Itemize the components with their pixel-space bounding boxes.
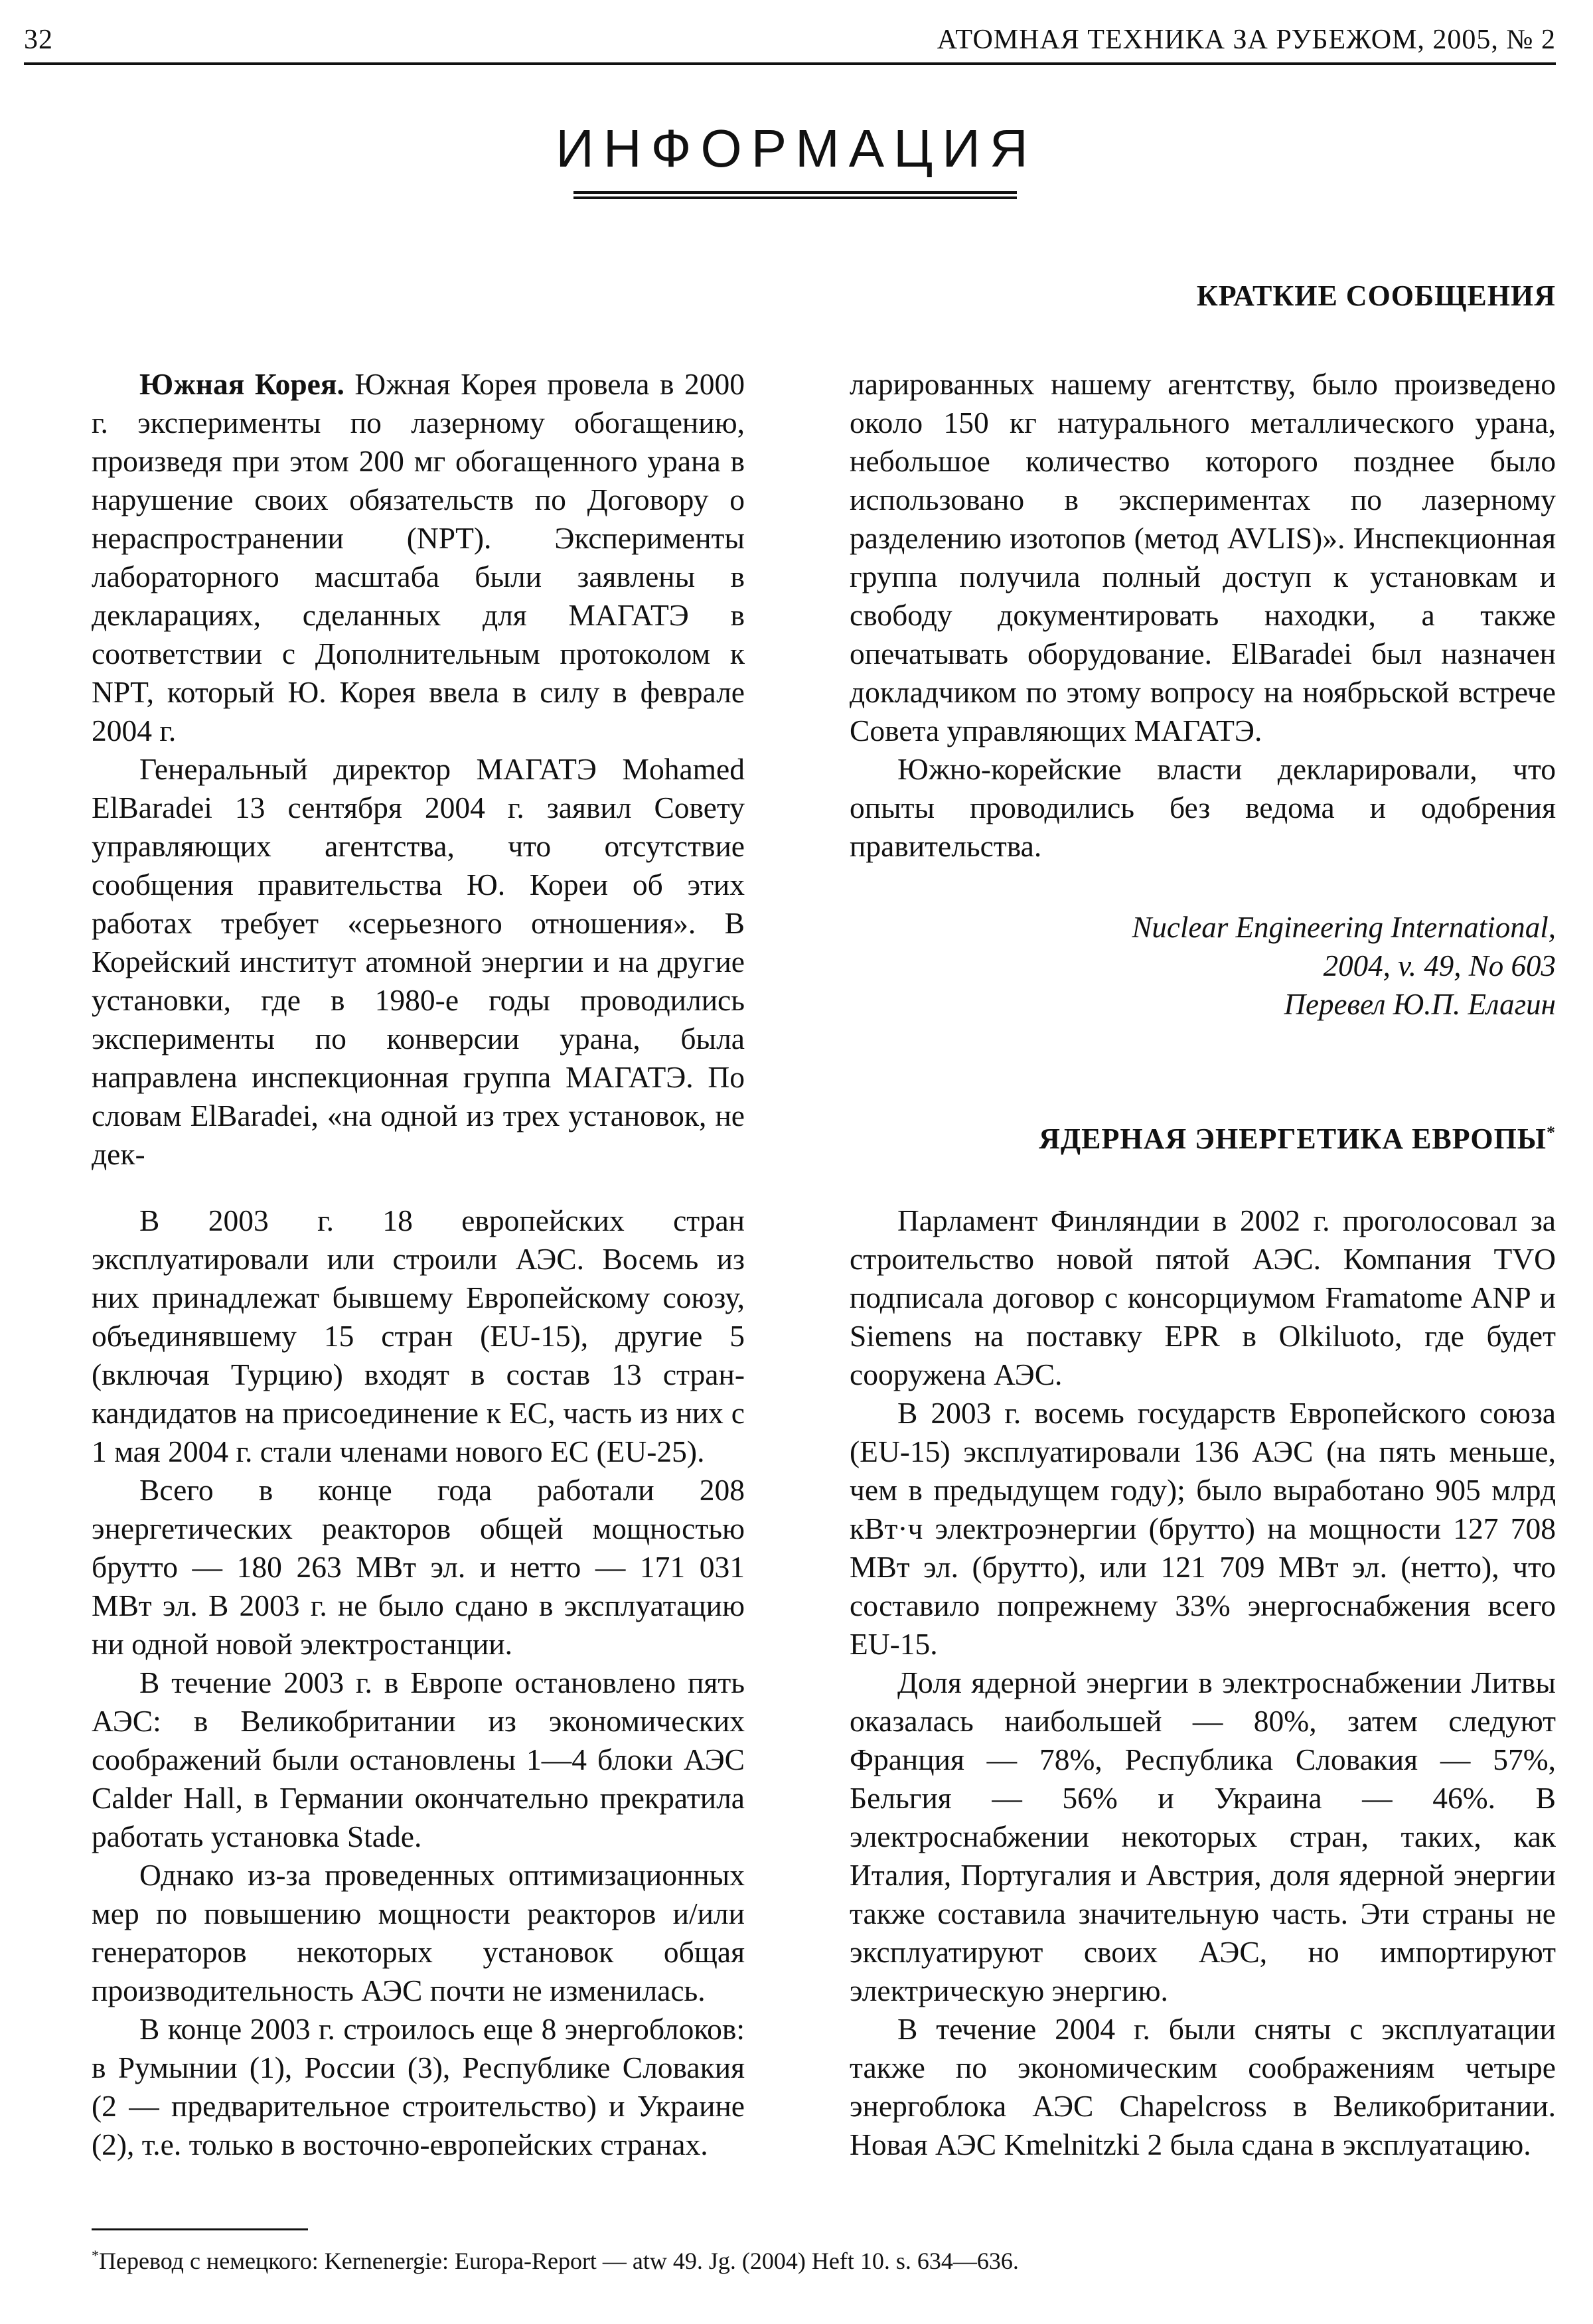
- article1-paragraph: [92, 365, 745, 750]
- article1-lead: Южная Корея.: [139, 367, 344, 401]
- translator-credit: Перевел Ю.П. Елагин: [1284, 988, 1556, 1021]
- footnote-marker: *: [1547, 1123, 1556, 1142]
- article2-paragraph: Парламент Финляндии в 2002 г. проголосовал за строительство новой пятой АЭС. Компания TVO подписала договор с консорциумом Framatome ANP и Siemens на поставку EPR в Olkiluoto, где будет сооружена АЭС.: [850, 1203, 1556, 1391]
- article2-paragraph: В 2003 г. восемь государств Европейского союза (EU-15) эксплуатировали 136 АЭС (на пять меньше, чем в предыдущем году); было выработано 905 млрд кВт·ч электроэнергии (брутто) на мощности 127 708 МВт эл. (брутто), или 121 709 МВт эл. (нетто), что составило попрежнему 33% энергоснабжения всего EU-15.: [850, 1396, 1556, 1661]
- article1-text: Южная Корея провела в 2000 г. эксперименты по лазерному обогащению, произведя при этом 200 мг обогащенного урана в нарушение своих обязательств по Договору о нераспространении (NPT). Эксперименты лабораторного масштаба были заявлены в декларациях, сделанных для МАГАТЭ в соответствии с Дополнительным протоколом к NPT, который Ю. Корея ввела в силу в феврале 2004 г.: [92, 367, 745, 747]
- page-number: 32: [24, 25, 53, 55]
- journal-title: АТОМНАЯ ТЕХНИКА ЗА РУБЕЖОМ, 2005, № 2: [937, 25, 1556, 55]
- article1-paragraph: Южно-корейские власти декларировали, что опыты проводились без ведома и одобрения правительства.: [850, 752, 1556, 863]
- article1-heading: КРАТКИЕ СООБЩЕНИЯ: [1196, 279, 1556, 312]
- article1-column-left: [92, 365, 745, 1174]
- article2-heading: [1039, 1122, 1556, 1156]
- page-header: [24, 24, 1556, 64]
- article2-paragraph: В 2003 г. 18 европейских стран эксплуатировали или строили АЭС. Восемь из них принадлежат бывшему Европейскому союзу, объединявшему 15 стран (EU-15), другие 5 (включая Турцию) входят в состав 13 стран-кандидатов на присоединение к ЕС, часть из них с 1 мая 2004 г. стали членами нового ЕС (EU-25).: [92, 1203, 745, 1468]
- article1-paragraph: Генеральный директор МАГАТЭ Mohamed ElBaradei 13 сентября 2004 г. заявил Совету управляющих агентства, что отсутствие сообщения правительства Ю. Кореи об этих работах требует «серьезного отношения». В Корейский институт атомной энергии и на другие установки, где в 1980-е годы проводились эксперименты по конверсии урана, была направлена инспекционная группа МАГАТЭ. По словам ElBaradei, «на одной из трех установок, не дек-: [92, 752, 745, 1171]
- footnote-divider: [92, 2228, 308, 2230]
- article2-column-right: [850, 1201, 1556, 2164]
- article2-paragraph: Доля ядерной энергии в электроснабжении Литвы оказалась наибольшей — 80%, затем следуют Франция — 78%, Республика Словакия — 57%, Бельгия — 56% и Украина — 46%. В электроснабжении некоторых стран, таких, как Италия, Португалия и Австрия, доля ядерной энергии также составила значительную часть. Эти страны не эксплуатируют своих АЭС, но импортируют электрическую энергию.: [850, 1666, 1556, 2007]
- article2-paragraph: Однако из-за проведенных оптимизационных мер по повышению мощности реакторов и/или генераторов некоторых установок общая производительность АЭС почти не изменилась.: [92, 1858, 745, 2007]
- article2-column-left: [92, 1201, 745, 2164]
- article2-paragraph: В течение 2004 г. были сняты с эксплуатации также по экономическим соображениям четыре энергоблока АЭС Chapelcross в Великобритании. Новая АЭС Kmelnitzki 2 была сдана в эксплуатацию.: [850, 2012, 1556, 2161]
- article2-paragraph: Всего в конце года работали 208 энергетических реакторов общей мощностью брутто — 180 263 МВт эл. и нетто — 171 031 МВт эл. В 2003 г. не было сдано в эксплуатацию ни одной новой электростанции.: [92, 1473, 745, 1661]
- article1-column-right: [850, 365, 1556, 866]
- header-divider: [24, 62, 1556, 65]
- article2-paragraph: В течение 2003 г. в Европе остановлено пять АЭС: в Великобритании из экономических соображений были остановлены 1—4 блоки АЭС Calder Hall, в Германии окончательно прекратила работать установка Stade.: [92, 1666, 745, 1853]
- source-publication: Nuclear Engineering International,: [1132, 911, 1556, 944]
- article1-paragraph: ларированных нашему агентству, было произведено около 150 кг натурального металлического урана, небольшое количество которого позднее было использовано в экспериментах по лазерному разделению изотопов (метод AVLIS)». Инспекционная группа получила полный доступ к установкам и свободу документировать находки, а также опечатывать оборудование. ElBaradei был назначен докладчиком по этому вопросу на ноябрьской встрече Совета управляющих МАГАТЭ.: [850, 367, 1556, 747]
- footnote: [92, 2241, 1019, 2276]
- article2-paragraph: В конце 2003 г. строилось еще 8 энергоблоков: в Румынии (1), России (3), Республике Словакия (2 — предварительное строительство) и Украине (2), т.е. только в восточно-европейских странах.: [92, 2012, 745, 2161]
- title-underline-top: [573, 191, 1017, 194]
- source-issue: 2004, v. 49, No 603: [1323, 949, 1556, 982]
- article1-source: [850, 908, 1556, 1024]
- footnote-text: Перевод с немецкого: Kernenergie: Europa-Report — atw 49. Jg. (2004) Heft 10. s. 634—636.: [99, 2248, 1019, 2274]
- section-title: ИНФОРМАЦИЯ: [556, 119, 1037, 178]
- article2-heading-text: ЯДЕРНАЯ ЭНЕРГЕТИКА ЕВРОПЫ: [1039, 1123, 1547, 1155]
- footnote-mark: *: [92, 2247, 99, 2264]
- title-underline-bottom: [573, 196, 1017, 199]
